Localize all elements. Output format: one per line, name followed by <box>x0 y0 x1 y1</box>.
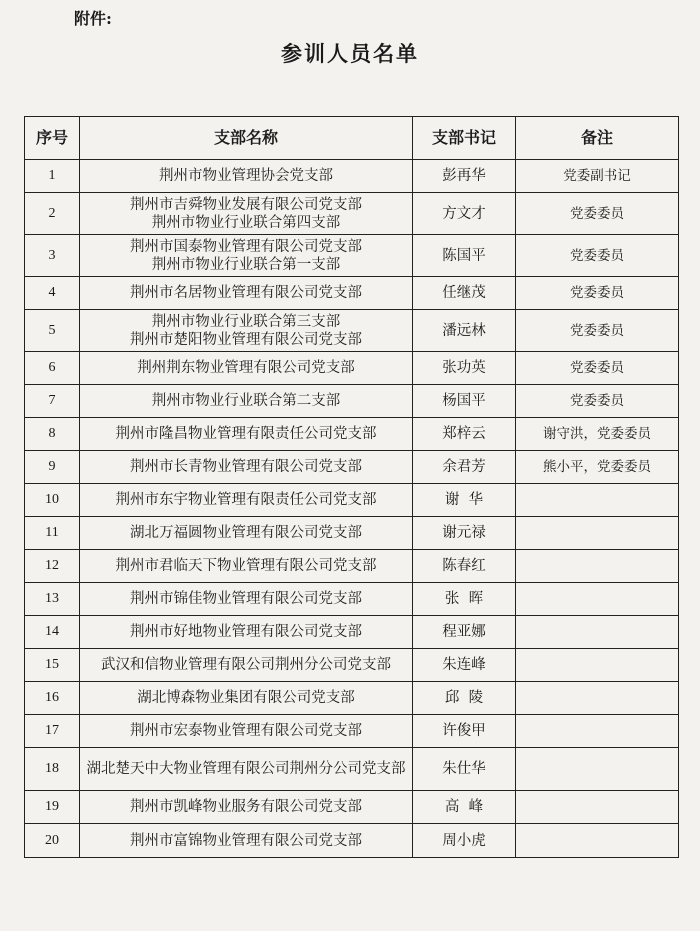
row-secretary: 谢 华 <box>413 484 516 517</box>
row-seq: 19 <box>25 791 80 824</box>
row-branch-name: 荆州市物业管理协会党支部 <box>80 160 413 193</box>
row-branch-name: 荆州市好地物业管理有限公司党支部 <box>80 616 413 649</box>
row-remark <box>516 583 679 616</box>
row-branch-name: 荆州市吉舜物业发展有限公司党支部 荆州市物业行业联合第四支部 <box>80 193 413 235</box>
header-seq: 序号 <box>25 117 80 160</box>
row-branch-name: 荆州市君临天下物业管理有限公司党支部 <box>80 550 413 583</box>
table-row <box>25 824 679 858</box>
row-seq: 9 <box>25 451 80 484</box>
table-row <box>25 517 679 550</box>
row-remark <box>516 748 679 791</box>
row-seq: 2 <box>25 193 80 235</box>
header-remark: 备注 <box>516 117 679 160</box>
row-secretary: 潘远林 <box>413 310 516 352</box>
row-secretary: 余君芳 <box>413 451 516 484</box>
row-remark: 党委委员 <box>516 310 679 352</box>
row-seq: 10 <box>25 484 80 517</box>
table-row <box>25 682 679 715</box>
row-secretary: 谢元禄 <box>413 517 516 550</box>
row-branch-name: 荆州市物业行业联合第三支部 荆州市楚阳物业管理有限公司党支部 <box>80 310 413 352</box>
row-branch-name: 荆州市东宇物业管理有限责任公司党支部 <box>80 484 413 517</box>
table-body <box>25 160 679 858</box>
table-row <box>25 583 679 616</box>
table-row <box>25 715 679 748</box>
row-secretary: 彭再华 <box>413 160 516 193</box>
row-branch-name: 湖北楚天中大物业管理有限公司荆州分公司党支部 <box>80 748 413 791</box>
row-seq: 4 <box>25 277 80 310</box>
row-seq: 3 <box>25 235 80 277</box>
row-secretary: 张 晖 <box>413 583 516 616</box>
row-seq: 14 <box>25 616 80 649</box>
row-seq: 5 <box>25 310 80 352</box>
table-row <box>25 352 679 385</box>
table-header-row <box>25 117 679 160</box>
row-remark: 党委委员 <box>516 277 679 310</box>
row-seq: 13 <box>25 583 80 616</box>
table-row <box>25 418 679 451</box>
row-secretary: 陈春红 <box>413 550 516 583</box>
table-row <box>25 791 679 824</box>
row-remark <box>516 616 679 649</box>
row-secretary: 高 峰 <box>413 791 516 824</box>
row-secretary: 朱仕华 <box>413 748 516 791</box>
row-secretary: 任继茂 <box>413 277 516 310</box>
row-remark: 党委委员 <box>516 352 679 385</box>
row-branch-name: 荆州荆东物业管理有限公司党支部 <box>80 352 413 385</box>
row-seq: 20 <box>25 824 80 858</box>
row-secretary: 许俊甲 <box>413 715 516 748</box>
row-branch-name: 湖北博森物业集团有限公司党支部 <box>80 682 413 715</box>
row-remark: 党委委员 <box>516 385 679 418</box>
row-seq: 15 <box>25 649 80 682</box>
row-remark <box>516 791 679 824</box>
row-branch-name: 荆州市锦佳物业管理有限公司党支部 <box>80 583 413 616</box>
attachment-label: 附件: <box>74 9 112 28</box>
row-remark: 谢守洪，党委委员 <box>516 418 679 451</box>
row-branch-name: 荆州市名居物业管理有限公司党支部 <box>80 277 413 310</box>
table-row <box>25 550 679 583</box>
row-branch-name: 荆州市长青物业管理有限公司党支部 <box>80 451 413 484</box>
row-secretary: 邱 陵 <box>413 682 516 715</box>
page-title: 参训人员名单 <box>281 41 419 66</box>
table-row <box>25 160 679 193</box>
table-row <box>25 310 679 352</box>
row-secretary: 张功英 <box>413 352 516 385</box>
row-remark <box>516 715 679 748</box>
header-secretary: 支部书记 <box>413 117 516 160</box>
row-remark <box>516 824 679 858</box>
table-row <box>25 649 679 682</box>
row-branch-name: 湖北万福圆物业管理有限公司党支部 <box>80 517 413 550</box>
row-branch-name: 荆州市凯峰物业服务有限公司党支部 <box>80 791 413 824</box>
row-remark: 党委委员 <box>516 235 679 277</box>
row-branch-name: 荆州市富锦物业管理有限公司党支部 <box>80 824 413 858</box>
row-secretary: 陈国平 <box>413 235 516 277</box>
row-remark: 党委副书记 <box>516 160 679 193</box>
row-secretary: 方文才 <box>413 193 516 235</box>
row-seq: 12 <box>25 550 80 583</box>
row-remark <box>516 649 679 682</box>
row-seq: 8 <box>25 418 80 451</box>
table-row <box>25 277 679 310</box>
row-branch-name: 荆州市物业行业联合第二支部 <box>80 385 413 418</box>
row-secretary: 朱连峰 <box>413 649 516 682</box>
table-row <box>25 748 679 791</box>
row-remark <box>516 550 679 583</box>
row-secretary: 郑梓云 <box>413 418 516 451</box>
row-seq: 17 <box>25 715 80 748</box>
row-branch-name: 武汉和信物业管理有限公司荆州分公司党支部 <box>80 649 413 682</box>
table-row <box>25 451 679 484</box>
row-seq: 11 <box>25 517 80 550</box>
row-seq: 18 <box>25 748 80 791</box>
row-remark: 熊小平，党委委员 <box>516 451 679 484</box>
row-remark: 党委委员 <box>516 193 679 235</box>
table-row <box>25 193 679 235</box>
row-branch-name: 荆州市隆昌物业管理有限责任公司党支部 <box>80 418 413 451</box>
row-secretary: 杨国平 <box>413 385 516 418</box>
row-secretary: 程亚娜 <box>413 616 516 649</box>
row-remark <box>516 517 679 550</box>
row-seq: 6 <box>25 352 80 385</box>
row-remark <box>516 484 679 517</box>
row-branch-name: 荆州市国泰物业管理有限公司党支部 荆州市物业行业联合第一支部 <box>80 235 413 277</box>
row-seq: 1 <box>25 160 80 193</box>
row-branch-name: 荆州市宏泰物业管理有限公司党支部 <box>80 715 413 748</box>
table-row <box>25 484 679 517</box>
row-secretary: 周小虎 <box>413 824 516 858</box>
row-seq: 16 <box>25 682 80 715</box>
header-branch: 支部名称 <box>80 117 413 160</box>
trainee-table <box>24 116 679 858</box>
row-seq: 7 <box>25 385 80 418</box>
table-row <box>25 235 679 277</box>
table-row <box>25 616 679 649</box>
row-remark <box>516 682 679 715</box>
table-row <box>25 385 679 418</box>
